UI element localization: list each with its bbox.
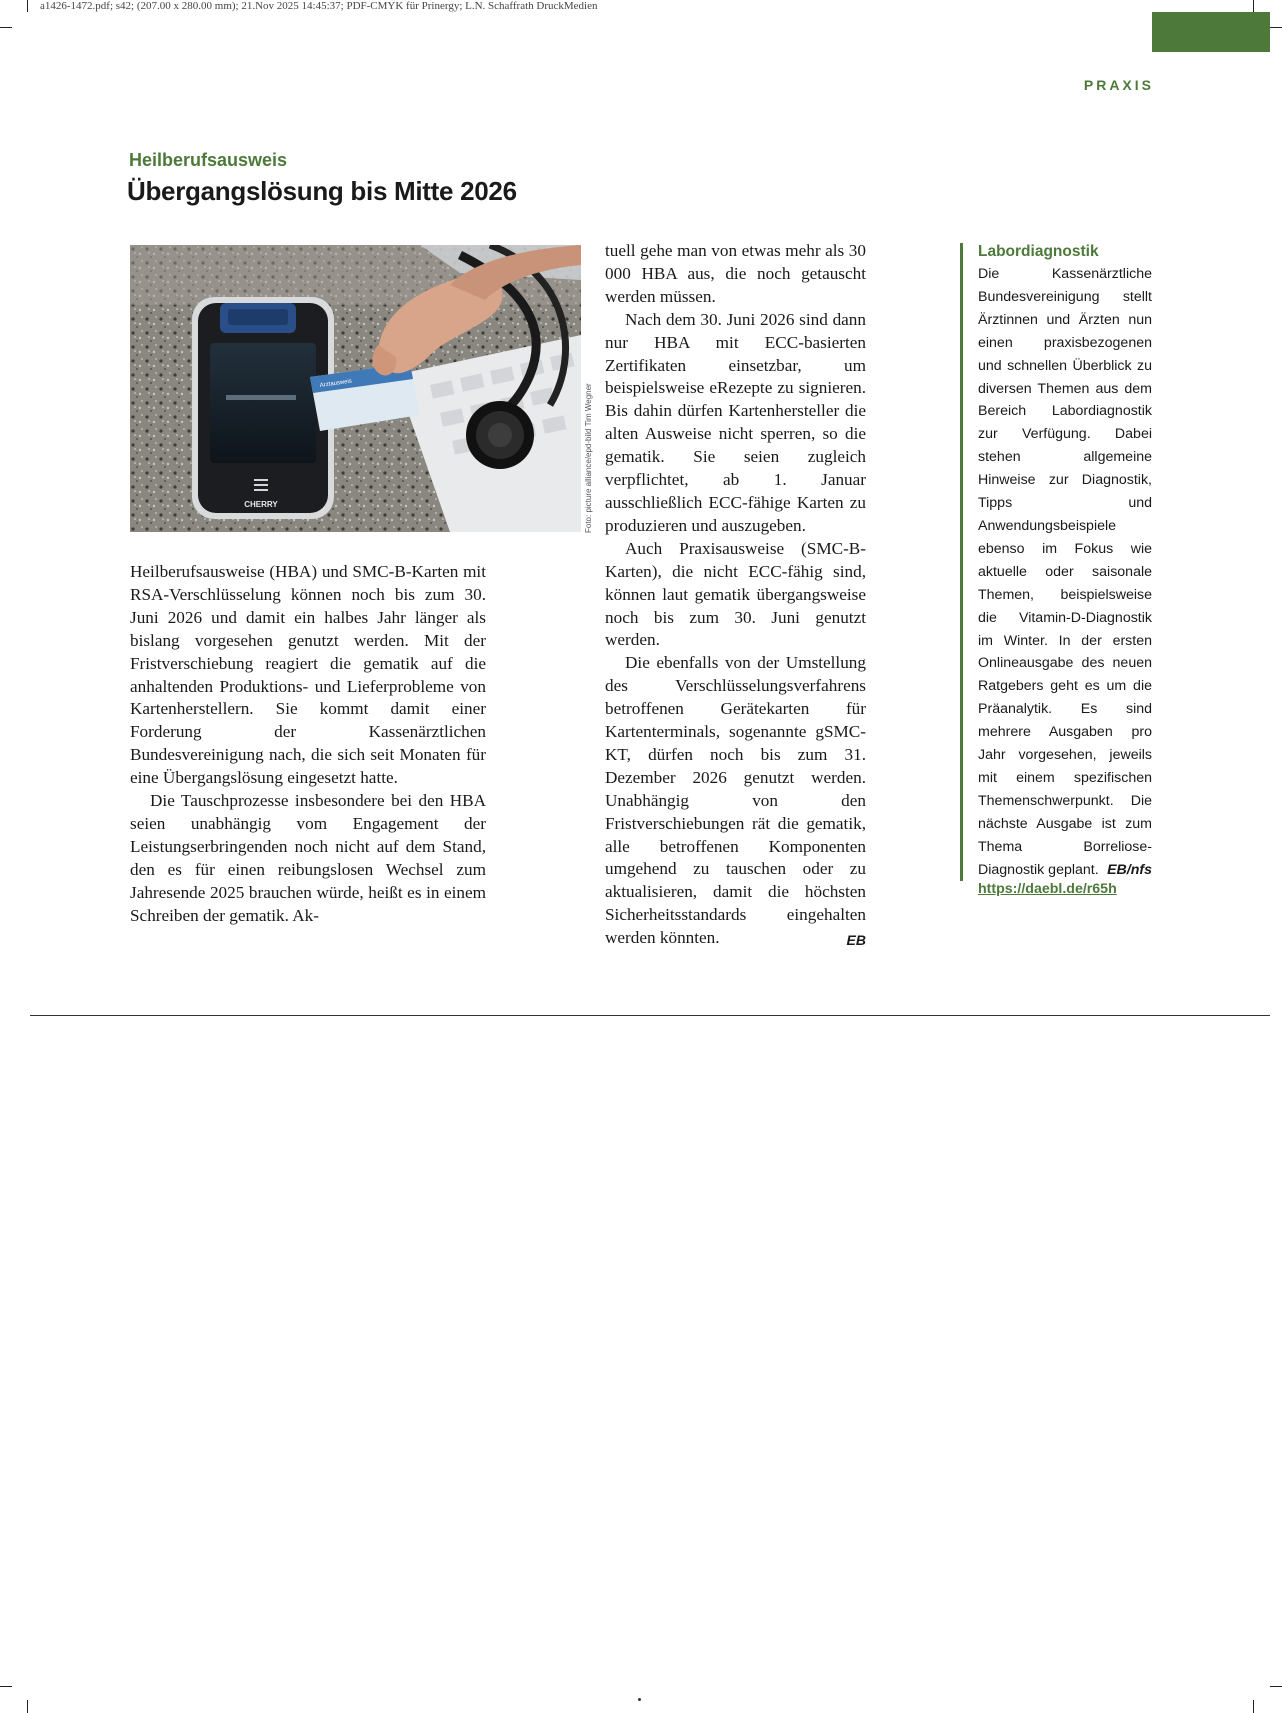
crop-mark <box>1253 1700 1254 1713</box>
crop-mark <box>1270 1686 1282 1687</box>
article-paragraph: tuell gehe man von etwas mehr als 30 000 HBA aus, die noch getauscht werden müssen. <box>605 241 866 306</box>
sidebar-signature: EB/nfs <box>1107 861 1152 878</box>
article-photo <box>130 245 581 532</box>
sidebar-text <box>978 263 1152 881</box>
crop-mark <box>0 1686 12 1687</box>
page-divider-rule <box>30 1015 1270 1016</box>
article-paragraph: Auch Praxisausweise (SMC-B-Karten), die nicht ECC-fähig sind, können laut gematik übergangsweise noch bis zum 30. Juni genutzt werden. <box>605 538 866 650</box>
sidebar-title: Labordiagnostik <box>978 243 1099 260</box>
article-paragraph-text: Die ebenfalls von der Umstellung des Verschlüsselungsverfahrens betroffenen Gerätekarten für Kartenterminals, sogenannte gSMC-KT, dürfen noch bis zum 31. Dezember 2026 genutzt werden. Unabhängig von den Fristverschiebungen rät die gematik, alle betroffenen Komponenten umgehend zu tauschen oder zu aktualisieren, damit die höchsten Sicherheitsstandards eingehalten werden könnten. <box>605 653 866 948</box>
crop-mark <box>27 0 28 12</box>
article-column-2 <box>605 240 866 952</box>
crop-mark <box>1270 27 1282 28</box>
article-paragraph: Nach dem 30. Juni 2026 sind dann nur HBA mit ECC-basierten Zertifikaten einsetzbar, um beispielsweise eRezepte zu signieren. Bis dahin dürfen Kartenhersteller die alten Ausweise nicht sperren, so die gematik. Sie seien zugleich verpflichtet, ab 1. Januar ausschließlich ECC-fähige Karten zu produzieren und auszugeben. <box>605 309 866 535</box>
article-paragraph: Heilberufsausweise (HBA) und SMC-B-Karten mit RSA-Verschlüsselung können noch bis zum 30. Juni 2026 und damit ein halbes Jahr länger als bislang vorgesehen genutzt werden. Mit der Fristverschiebung reagiert die gematik auf die anhaltenden Produktions- und Lieferprobleme von Kartenherstellern. Sie kommt damit einer Forderung der Kassenärztlichen Bundesvereinigung nach, die sich seit Monaten für eine Übergangslösung eingesetzt hatte. <box>130 562 486 788</box>
sidebar-link[interactable]: https://daebl.de/r65h <box>978 881 1117 898</box>
card-label: Arztausweis <box>319 378 353 389</box>
crop-mark <box>0 27 12 28</box>
article-headline: Übergangslösung bis Mitte 2026 <box>127 176 517 206</box>
section-color-tab <box>1152 12 1270 52</box>
crop-mark <box>1253 0 1254 12</box>
sidebar-body: Die Kassenärztliche Bundesvereinigung stellt Ärztinnen und Ärzten nun einen praxisbezogenen und schnellen Überblick zu diversen Themen aus dem Bereich Labordiagnostik zur Verfügung. Dabei stehen allgemeine Hinweise zur Diagnostik, Tipps und Anwendungsbeispiele ebenso im Fokus wie aktuelle oder saisonale Themen, beispielsweise die Vitamin-D-Diagnostik im Winter. In der ersten Onlineausgabe des neuen Ratgebers geht es um die Präanalytik. Es sind mehrere Ausgaben pro Jahr vorgesehen, jeweils mit einem spezifischen Themenschwerpunkt. Die nächste Ausgabe ist zum Thema Borreliose-Diagnostik geplant. <box>978 266 1152 878</box>
section-label: PRAXIS <box>1083 77 1154 93</box>
article-paragraph: Die Tauschprozesse insbesondere bei den HBA seien unabhängig vom Engagement der Leistungserbringenden noch nicht auf dem Stand, den es für einen reibungslosen Wechsel zum Jahresende 2025 brauchen würde, heißt es in einem Schreiben der gematik. Ak- <box>130 791 486 925</box>
author-signature: EB <box>846 932 866 949</box>
article-column-1 <box>130 561 486 928</box>
article-kicker: Heilberufsausweis <box>129 150 288 170</box>
print-slug: a1426-1472.pdf; s42; (207.00 x 280.00 mm); 21.Nov 2025 14:45:37; PDF-CMYK für Prinergy; L.N. Schaffrath DruckMedien <box>40 0 598 12</box>
device-brand-label: CHERRY <box>244 500 278 509</box>
photo-card-reader-illustration <box>130 245 581 532</box>
photo-credit: Foto: picture alliance/epd-bild Tim Wegner <box>584 383 593 533</box>
sidebar-box <box>960 243 1152 898</box>
crop-mark <box>27 1700 28 1713</box>
page-marker-dot <box>638 1698 641 1701</box>
article-paragraph <box>605 652 866 950</box>
